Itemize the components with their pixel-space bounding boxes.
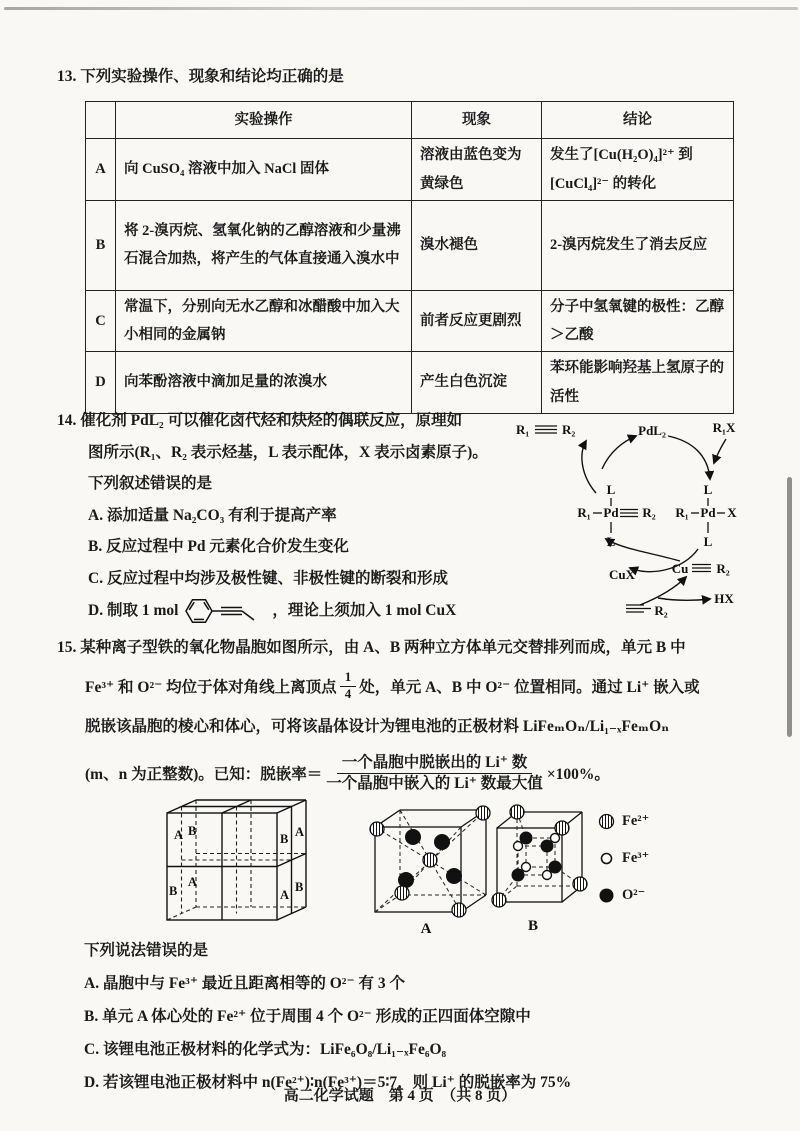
cell-phenomenon: 前者反应更剧烈 [412, 290, 542, 352]
legend-fe3-label: Fe³⁺ [622, 850, 650, 866]
table-row [86, 290, 734, 352]
q15-line2-pre: Fe³⁺ 和 O²⁻ 均位于体对角线上离顶点 [85, 679, 337, 696]
pd-label: Pd [700, 505, 716, 520]
q15-line1: 15. 某种离子型铁的氧化物晶胞如图所示，由 A、B 两种立方体单元交替排列而成，单元 B 中 [57, 639, 686, 656]
q14-option-c: C. 反应过程中均涉及极性键、非极性键的断裂和形成 [88, 569, 448, 587]
product-r1-label: R₁ [516, 422, 530, 437]
q14-stem: 下列叙述错误的是 [88, 475, 213, 492]
q15-option-a: A. 晶胞中与 Fe³⁺ 最近且距离相等的 O²⁻ 有 3 个 [84, 975, 406, 992]
assembly-label: B [280, 832, 289, 846]
q13-table [85, 101, 734, 414]
r1-label: R₁ [675, 505, 689, 520]
assembly-label: A [280, 888, 290, 902]
q15-options [84, 934, 774, 1099]
r1-label: R₁ [577, 505, 591, 520]
row-label: C [86, 290, 116, 352]
o2-filled-icon [598, 887, 615, 904]
scrollbar-thumb[interactable] [787, 477, 792, 737]
q15-line4 [85, 745, 757, 801]
header-conclusion: 结论 [542, 102, 734, 139]
q14-option-b: B. 反应过程中 Pd 元素化合价发生变化 [88, 538, 349, 555]
q15-line4-pre: (m、n 为正整数)。已知：脱嵌率＝ [85, 766, 323, 783]
hx-label: HX [714, 591, 734, 606]
cell-operation: 常温下，分别向无水乙醇和冰醋酸中加入大小相同的金属钠 [116, 290, 412, 352]
cell-conclusion: 2-溴丙烷发生了消去反应 [542, 200, 734, 290]
ligand-l-label: L [606, 482, 616, 497]
assembly-label: B [169, 884, 178, 898]
pdl2-label: PdL₂ [638, 423, 666, 438]
ligand-l-label: L [703, 482, 713, 497]
unit-b-label: B [527, 918, 539, 934]
row-label: A [86, 139, 116, 201]
cell-conclusion: 发生了[Cu(H₂O)₄]²⁺ 到[CuCl₄]²⁻ 的转化 [542, 139, 734, 201]
fraction-one-quarter: $\frac{1}{4}$ [340, 670, 357, 702]
cell-phenomenon: 溶液由蓝色变为黄绿色 [412, 139, 542, 201]
cell-phenomenon: 产生白色沉淀 [412, 352, 542, 414]
cux-label: CuX [608, 567, 636, 582]
q15-line4-post: ×100%。 [546, 766, 610, 783]
x-label: X [727, 505, 737, 520]
cell-operation: 向苯酚溶液中滴加足量的浓溴水 [116, 352, 412, 414]
q15-option-d: D. 若该锂电池正极材料中 n(Fe²⁺)∶n(Fe³⁺)＝5∶7，则 Li⁺ 的脱嵌率为 75% [84, 1074, 572, 1091]
r2-label: R₂ [654, 603, 668, 618]
assembly-label: A [295, 825, 305, 839]
pd-label: Pd [603, 505, 619, 520]
q15-line3: 脱嵌该晶胞的棱心和体心，可将该晶体设计为锂电池的正极材料 LiFeₘOₙ/Li₁₋ₓFeₘOₙ [85, 718, 670, 735]
unit-a-label: A [420, 921, 432, 937]
q14-option-d [88, 594, 532, 628]
table-header-row [86, 102, 734, 139]
ligand-l-label: L [606, 534, 616, 549]
q15-line2-post: 处，单元 A、B 中 O²⁻ 位置相同。通过 Li⁺ 嵌入或 [359, 679, 700, 696]
q14-line2: 图所示(R₁、R₂ 表示烃基，L 表示配体，X 表示卤素原子)。 [88, 443, 488, 461]
cu-label: Cu [671, 561, 689, 576]
assembly-label: A [174, 828, 184, 842]
assembly-label: A [188, 875, 198, 889]
catalytic-cycle-diagram [512, 405, 797, 628]
table-row [86, 200, 734, 290]
page-footer: 高二化学试题 第 4 页 （共 8 页） [283, 1088, 517, 1104]
cell-operation: 向 CuSO₄ 溶液中加入 NaCl 固体 [116, 139, 412, 201]
row-label: D [86, 352, 116, 414]
ligand-l-label: L [703, 534, 713, 549]
q15-option-b: B. 单元 A 体心处的 Fe²⁺ 位于周围 4 个 O²⁻ 形成的正四面体空隙中 [84, 1008, 531, 1025]
cell-phenomenon: 溴水褪色 [412, 200, 542, 290]
q14-block [57, 405, 532, 628]
unit-cell-a-figure [363, 800, 495, 943]
unit-cell-assembly-figure [162, 795, 314, 932]
q15-line2 [85, 663, 757, 709]
cell-operation: 将 2-溴丙烷、氢氧化钠的乙醇溶液和少量沸石混合加热，将产生的气体直接通入溴水中 [116, 200, 412, 290]
benzene-propyne-structure [182, 594, 268, 628]
r2-label: R₂ [716, 561, 730, 576]
unit-cell-b-figure [483, 800, 595, 943]
cell-conclusion: 分子中氢氧键的极性：乙醇＞乙酸 [542, 290, 734, 352]
header-operation: 实验操作 [116, 102, 412, 139]
figure-legend [598, 812, 649, 923]
header-phenomenon: 现象 [412, 102, 542, 139]
q14-option-a: A. 添加适量 Na₂CO₃ 有利于提高产率 [88, 506, 337, 524]
assembly-label: B [295, 880, 304, 894]
q14-option-d-post: ，理论上须加入 1 mol CuX [272, 602, 457, 620]
table-row [86, 139, 734, 201]
assembly-label: B [188, 824, 197, 838]
fe2-striped-icon [598, 813, 615, 830]
r2-label: R₂ [642, 505, 656, 520]
q14-line1: 14. 催化剂 PdL₂ 可以催化卤代烃和炔烃的偶联反应，原理如 [57, 412, 463, 429]
scan-edge-artifact [4, 7, 798, 10]
fe3-open-icon [598, 850, 615, 867]
row-label: B [86, 200, 116, 290]
q15-stem: 下列说法错误的是 [84, 942, 209, 959]
product-r2-label: R₂ [562, 422, 576, 437]
q13-title: 13. 下列实验操作、现象和结论均正确的是 [57, 68, 344, 85]
q15-option-c: C. 该锂电池正极材料的化学式为：LiFe₆O₈/Li₁₋ₓFe₆O₈ [84, 1041, 447, 1058]
legend-fe2-label: Fe²⁺ [622, 813, 650, 829]
legend-o2-label: O²⁻ [622, 887, 646, 903]
extraction-rate-fraction: $\frac{\text{一个晶胞中脱嵌出的 Li⁺ 数}}{\text{一个晶胞中嵌入的 Li⁺ 数最大值}}$ [326, 753, 543, 792]
q15-block [57, 633, 757, 801]
cell-conclusion: 苯环能影响羟基上氢原子的活性 [542, 352, 734, 414]
r1x-label: R₁X [712, 420, 736, 435]
header-blank [86, 102, 116, 139]
q14-option-d-pre: D. 制取 1 mol [88, 602, 179, 620]
